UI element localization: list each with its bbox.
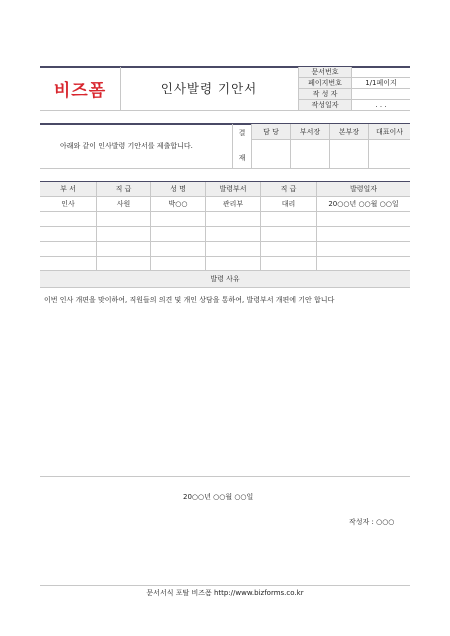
reason-bottom-rule	[40, 476, 410, 477]
header-bottom-rule	[40, 110, 410, 111]
approval-sign-box-staff[interactable]	[252, 140, 290, 168]
author-value	[352, 89, 410, 99]
approval-header-staff: 담 당	[252, 124, 290, 139]
table-cell: 박○○	[168, 200, 188, 208]
footer-text: 문서서식 포탈 비즈폼 http://www.bizforms.co.kr	[146, 589, 304, 597]
table-cell: 관리부	[222, 200, 244, 208]
table-cell	[40, 212, 96, 226]
table-cell	[40, 242, 96, 256]
date-value: . . .	[375, 101, 387, 109]
author-label: 작 성 자	[299, 89, 351, 99]
table-cell: 20○○년 ○○월 ○○일	[328, 200, 399, 208]
col-header-name: 성 명	[170, 185, 186, 193]
approval-header-division-head: 본부장	[330, 124, 368, 139]
col-header-rank: 직 급	[115, 185, 132, 193]
approval-side-label-bottom: 재	[238, 154, 246, 162]
reason-header-rule	[40, 287, 410, 288]
approval-side-label-top: 결	[238, 129, 246, 137]
reason-text: 이번 인사 개편을 맞이하여, 직원들의 의견 및 개인 상담을 통하여, 발령부서 개편에 기안 합니다	[44, 296, 335, 304]
brand-logo: 비즈폼	[53, 80, 107, 101]
approval-header-dept-head: 부서장	[291, 124, 329, 139]
page-number-label: 페이지번호	[299, 78, 351, 88]
col-header-new-dept: 발령부서	[219, 185, 247, 193]
doc-number-value	[352, 67, 410, 77]
approval-sign-box-dept-head[interactable]	[291, 140, 329, 168]
table-cell	[40, 257, 96, 270]
table-cell: 인사	[61, 200, 75, 208]
doc-number-label: 문서번호	[299, 67, 351, 77]
approval-sign-box-division-head[interactable]	[330, 140, 368, 168]
approval-bottom-rule	[40, 168, 410, 169]
submit-statement: 아래와 같이 인사발령 기안서를 제출합니다.	[60, 142, 193, 150]
col-header-dept: 부 서	[60, 185, 76, 193]
table-cell	[40, 227, 96, 241]
col-header-effective-date: 발령일자	[349, 185, 378, 193]
table-cell: 대리	[281, 200, 296, 208]
approval-header-ceo: 대표이사	[369, 124, 410, 139]
signoff-date: 20○○년 ○○월 ○○일	[183, 493, 254, 501]
signoff-author: 작성자 : ○○○	[349, 518, 395, 526]
reason-header: 발령 사유	[210, 275, 240, 283]
page-number-value: 1/1페이지	[365, 79, 397, 87]
date-label: 작성일자	[299, 100, 351, 110]
document-title: 인사발령 기안서	[160, 81, 258, 96]
footer-rule	[40, 585, 410, 586]
table-cell: 사원	[116, 200, 131, 208]
approval-sign-box-ceo[interactable]	[369, 140, 410, 168]
col-header-new-rank: 직 급	[280, 185, 297, 193]
